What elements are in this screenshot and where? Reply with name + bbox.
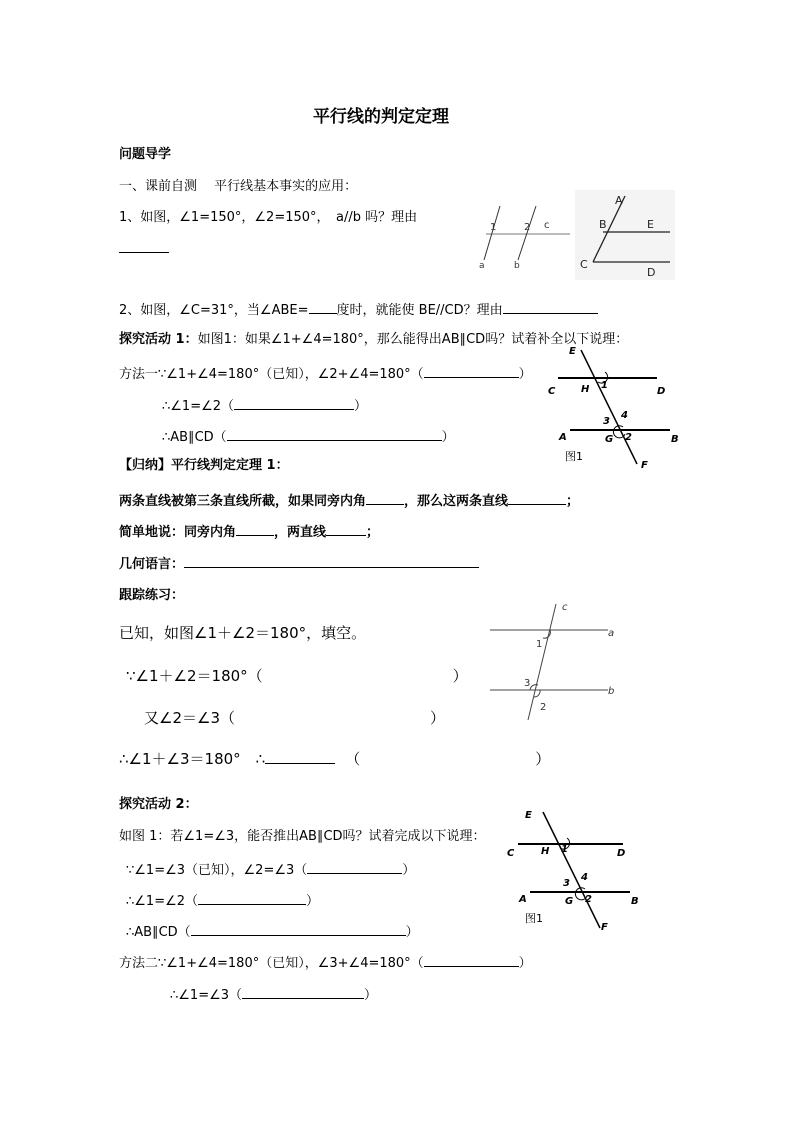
fig1b-label-D: D — [617, 848, 626, 859]
fig1-caption: 图1 — [565, 450, 583, 463]
activity2-blank-4[interactable] — [424, 952, 519, 967]
summary-blank-3[interactable] — [236, 521, 274, 536]
summary-line2-b: ，两直线 — [274, 525, 327, 540]
activity2-line4 — [119, 952, 532, 973]
fig-be-label-E: E — [647, 218, 654, 231]
fig1-label-E: E — [569, 346, 576, 357]
activity2-blank-5[interactable] — [242, 984, 364, 999]
summary-blank-1[interactable] — [366, 490, 404, 505]
fig1b-label-H: H — [541, 846, 550, 857]
fig-be-label-A: A — [615, 194, 623, 207]
activity1-line1 — [119, 363, 532, 384]
summary-blank-5[interactable] — [184, 553, 479, 568]
activity1-heading-text: 如图1：如果∠1+∠4=180°，那么能得出AB∥CD吗？试着补全以下说理： — [197, 332, 629, 347]
activity1-line1-text: 方法一∵∠1+∠4=180°（已知），∠2+∠4=180°（ — [119, 367, 424, 382]
fig1-label-H: H — [581, 384, 590, 395]
activity2-line1 — [126, 859, 415, 880]
activity2-line2 — [126, 890, 319, 911]
activity2-line5-text: ∴∠1=∠3（ — [170, 988, 243, 1003]
practice-label-a: a — [608, 628, 615, 639]
practice-heading: 跟踪练习： — [119, 588, 185, 603]
fig1b-label-4: 4 — [581, 872, 588, 883]
fig-ab-label-1: 1 — [490, 222, 497, 233]
practice-blank-4[interactable] — [360, 749, 535, 764]
activity2-line1-text: ∵∠1=∠3（已知），∠2=∠3（ — [126, 863, 308, 878]
figure-1-bottom — [505, 806, 645, 936]
summary-line3-label: 几何语言： — [119, 557, 185, 572]
fig1-label-4: 4 — [621, 410, 628, 421]
fig1b-label-E: E — [525, 810, 532, 821]
activity1-close-3: ） — [441, 430, 455, 445]
fig1b-label-B: B — [631, 896, 639, 907]
activity2-close-4: ） — [518, 956, 532, 971]
figure-practice — [490, 598, 630, 723]
section-heading: 问题导学 — [119, 147, 172, 162]
page-title: 平行线的判定定理 — [313, 107, 449, 127]
activity1-line3-text: ∴AB∥CD（ — [162, 430, 227, 445]
fig1-label-C: C — [548, 386, 556, 397]
summary-line3 — [119, 553, 479, 574]
activity1-blank-2[interactable] — [234, 395, 354, 410]
practice-line3-a: ∴∠1＋∠3＝180° ∴ — [119, 750, 266, 768]
practice-label-b: b — [608, 686, 615, 697]
activity1-line2 — [162, 395, 367, 416]
fig1b-label-C: C — [507, 848, 515, 859]
fig1-label-2: 2 — [625, 432, 632, 443]
activity2-line3-text: ∴AB∥CD（ — [126, 925, 191, 940]
practice-blank-3[interactable] — [265, 749, 335, 764]
summary-heading: 【归纳】平行线判定定理 1： — [119, 458, 289, 473]
activity2-close-3: ） — [405, 925, 419, 940]
fig-ab-label-c: c — [544, 220, 550, 231]
question-2-mid: 度时，就能使 BE//CD？理由 — [336, 303, 503, 318]
activity2-heading: 探究活动 2： — [119, 797, 198, 812]
fig1b-label-F: F — [601, 922, 608, 933]
question-1-blank[interactable] — [119, 238, 169, 259]
practice-line1-text: ∵∠1＋∠2＝180°（ — [126, 667, 263, 685]
fig1-label-B: B — [671, 434, 679, 445]
summary-line2-a: 简单地说：同旁内角 — [119, 525, 237, 540]
fig-ab-label-a: a — [479, 261, 485, 271]
part1-heading: 一、课前自测 平行线基本事实的应用： — [119, 179, 358, 194]
practice-line2 — [144, 708, 445, 727]
fig-be-label-D: D — [647, 266, 656, 279]
fig1b-label-1: 1 — [561, 844, 568, 855]
activity1-heading-label: 探究活动 1： — [119, 332, 198, 347]
activity1-blank-3[interactable] — [227, 426, 442, 441]
activity1-line2-text: ∴∠1=∠2（ — [162, 399, 235, 414]
fig1b-label-3: 3 — [563, 878, 570, 889]
fig1-label-1: 1 — [601, 380, 608, 391]
fig-ab-label-2: 2 — [524, 222, 531, 233]
summary-line1-c: ； — [566, 494, 580, 509]
summary-line1 — [119, 490, 579, 511]
fig-ab-label-b: b — [514, 261, 520, 271]
activity1-line3 — [162, 426, 455, 447]
figure-1-top — [545, 342, 685, 472]
summary-line1-a: 两条直线被第三条直线所截，如果同旁内角 — [119, 494, 367, 509]
summary-line1-b: ，那么这两条直线 — [404, 494, 509, 509]
activity2-blank-2[interactable] — [198, 890, 306, 905]
activity2-line5 — [170, 984, 377, 1005]
activity1-close-1: ） — [518, 367, 532, 382]
fig-be-label-C: C — [580, 258, 588, 271]
activity2-close-1: ） — [402, 863, 416, 878]
activity2-close-5: ） — [364, 988, 378, 1003]
practice-label-c: c — [562, 602, 568, 613]
fig1-label-F: F — [641, 460, 648, 471]
practice-close-1: ） — [452, 667, 468, 685]
activity2-close-2: ） — [306, 894, 320, 909]
question-1: 1、如图，∠1=150°，∠2=150°， a//b 吗？理由 — [119, 210, 418, 225]
practice-label-2: 2 — [540, 702, 547, 713]
summary-line2 — [119, 521, 379, 542]
summary-blank-2[interactable] — [508, 490, 566, 505]
summary-line2-c: ； — [366, 525, 380, 540]
practice-blank-2[interactable] — [235, 708, 430, 723]
activity2-blank-1[interactable] — [307, 859, 402, 874]
practice-blank-1[interactable] — [263, 666, 453, 681]
activity2-line2-text: ∴∠1=∠2（ — [126, 894, 199, 909]
question-2 — [119, 299, 598, 320]
fig-be-label-B: B — [599, 218, 607, 231]
question-2-angle-blank[interactable] — [309, 299, 337, 314]
activity2-line4-text: 方法二∵∠1+∠4=180°（已知），∠3+∠4=180°（ — [119, 956, 424, 971]
activity1-close-2: ） — [354, 399, 368, 414]
practice-line3-b: （ — [345, 750, 361, 768]
activity2-blank-3[interactable] — [191, 921, 406, 936]
fig1-label-3: 3 — [603, 416, 610, 427]
fig1b-caption: 图1 — [525, 912, 543, 925]
practice-close-3: ） — [535, 750, 551, 768]
fig1b-label-G: G — [565, 896, 574, 907]
fig1b-label-2: 2 — [585, 894, 592, 905]
fig1-label-D: D — [657, 386, 666, 397]
fig1-label-G: G — [605, 434, 614, 445]
question-2-reason-blank[interactable] — [503, 299, 598, 314]
figure-parallel-ab — [478, 200, 573, 270]
practice-line2-text: 又∠2＝∠3（ — [144, 709, 235, 727]
activity1-blank-1[interactable] — [424, 363, 519, 378]
figure-be-cd — [575, 190, 675, 280]
practice-line3 — [119, 749, 550, 768]
question-2-prefix: 2、如图，∠C=31°，当∠ABE= — [119, 303, 309, 318]
practice-close-2: ） — [429, 709, 445, 727]
activity2-line3 — [126, 921, 419, 942]
practice-given: 已知，如图∠1＋∠2＝180°，填空。 — [119, 624, 367, 642]
fig1b-label-A: A — [519, 894, 527, 905]
activity2-question: 如图 1：若∠1=∠3，能否推出AB∥CD吗？试着完成以下说理： — [119, 829, 486, 844]
practice-line1 — [126, 666, 468, 685]
practice-label-1: 1 — [536, 639, 543, 650]
practice-label-3: 3 — [524, 678, 531, 689]
fig1-label-A: A — [559, 432, 567, 443]
summary-blank-4[interactable] — [326, 521, 366, 536]
